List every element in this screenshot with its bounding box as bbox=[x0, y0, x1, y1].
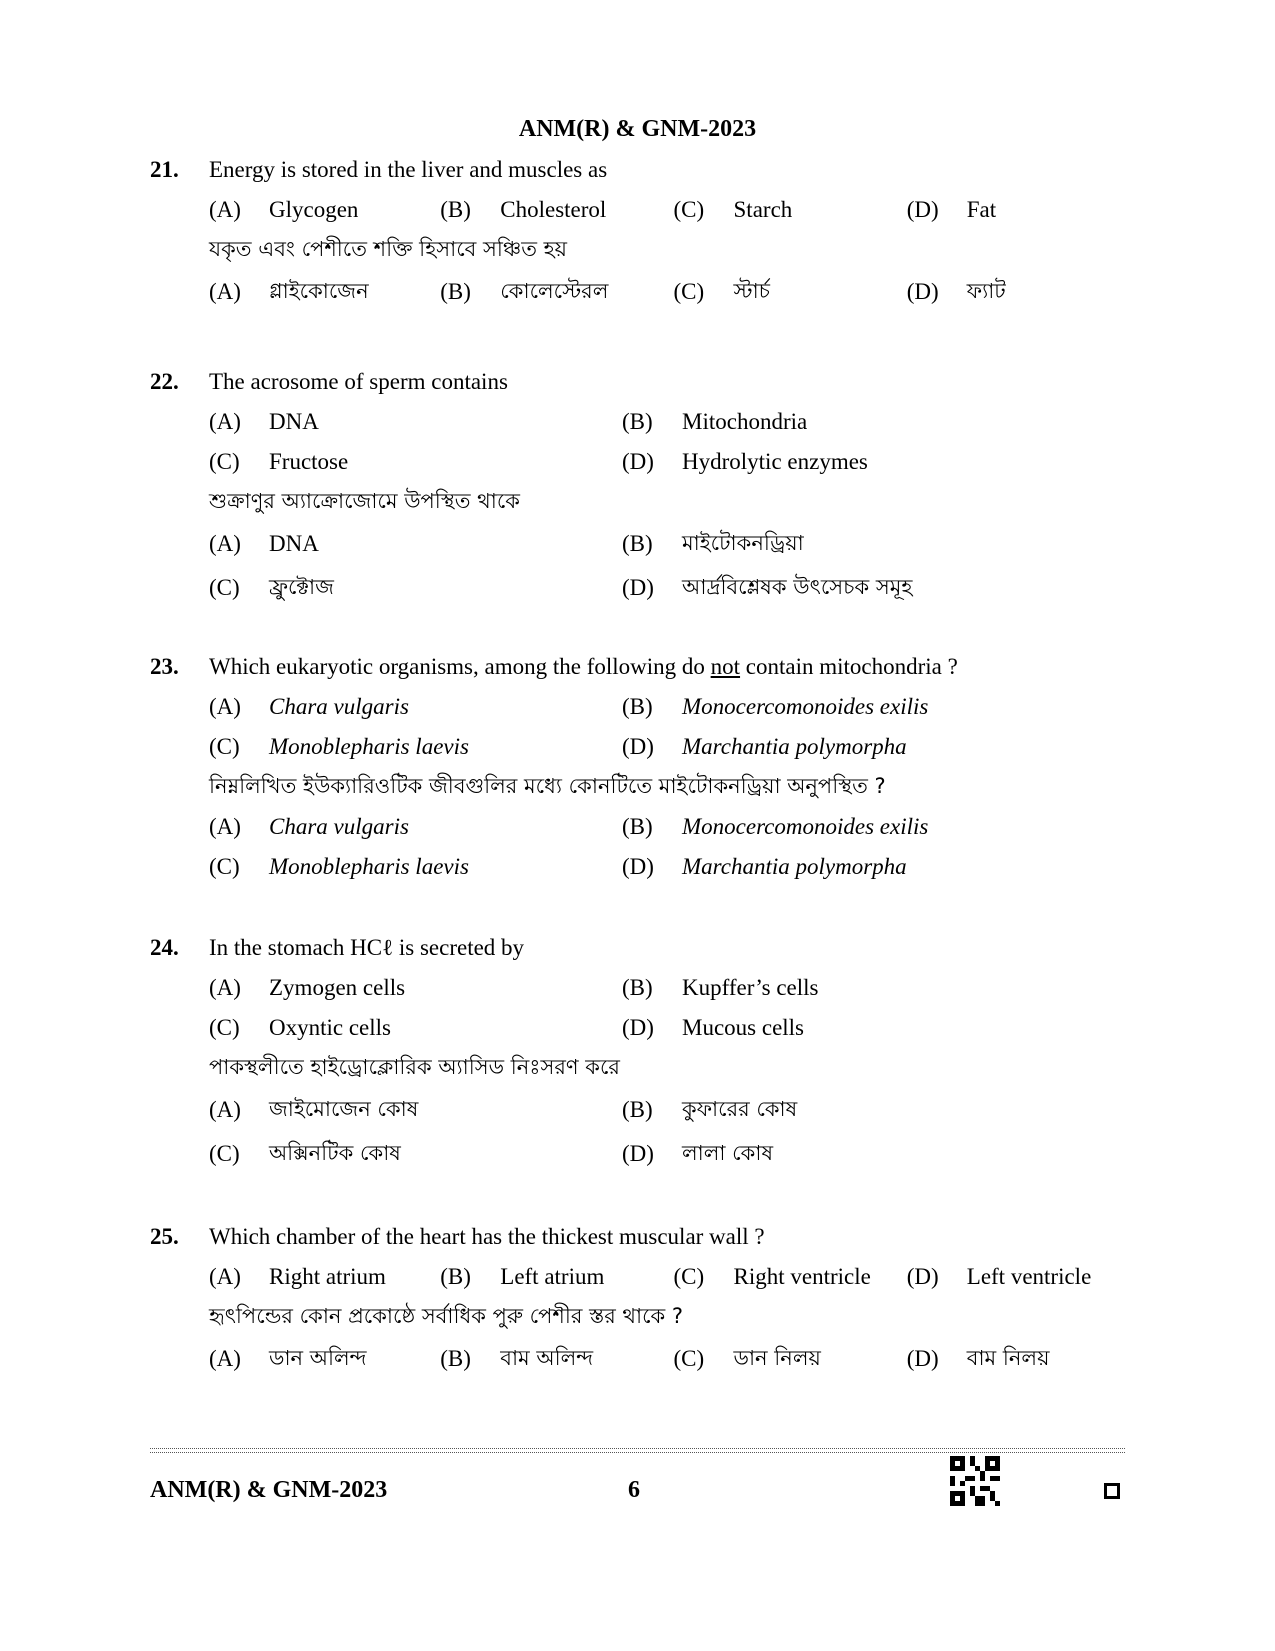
option-a[interactable] bbox=[209, 1264, 440, 1290]
stem-underlined-word: not bbox=[710, 654, 741, 679]
option-label: (C) bbox=[209, 449, 240, 474]
option-label: (A) bbox=[209, 279, 241, 304]
option-text: Starch bbox=[733, 197, 793, 222]
option-label: (A) bbox=[209, 1346, 241, 1371]
option-label: (D) bbox=[622, 734, 654, 759]
options-bn-row-1 bbox=[209, 807, 1140, 847]
options-en bbox=[209, 1257, 1140, 1297]
options-bn-row-1 bbox=[209, 1088, 1140, 1132]
option-d-bn[interactable] bbox=[907, 1342, 1140, 1377]
option-b-bn[interactable] bbox=[622, 814, 1035, 840]
option-d[interactable] bbox=[907, 1264, 1140, 1290]
option-text: Fructose bbox=[269, 449, 349, 474]
option-text: Monocercomonoides exilis bbox=[682, 694, 929, 719]
option-text: Fat bbox=[966, 197, 997, 222]
option-b-bn[interactable] bbox=[440, 1342, 673, 1377]
option-text: আর্দ্রবিশ্লেষক উৎসেচক সমূহ bbox=[682, 574, 913, 599]
option-label: (B) bbox=[622, 409, 653, 434]
option-text: Monocercomonoides exilis bbox=[682, 814, 929, 839]
page-header-title: ANM(R) & GNM-2023 bbox=[518, 116, 757, 142]
option-label: (B) bbox=[622, 814, 653, 839]
options-bn-row-2 bbox=[209, 847, 1140, 887]
option-label: (A) bbox=[209, 694, 241, 719]
question-stem-bn: নিম্নলিখিত ইউক্যারিওটিক জীবগুলির মধ্যে কোনটিতে মাইটোকনড্রিয়া অনুপস্থিত ? bbox=[209, 773, 886, 798]
option-c[interactable] bbox=[674, 197, 907, 223]
option-text: Marchantia polymorpha bbox=[682, 854, 907, 879]
options-en-row-1 bbox=[209, 968, 1140, 1008]
option-c[interactable] bbox=[209, 734, 622, 760]
option-b-bn[interactable] bbox=[622, 1093, 1035, 1128]
option-label: (C) bbox=[673, 197, 705, 222]
question-number: 22. bbox=[150, 369, 179, 394]
question-number: 25. bbox=[150, 1224, 179, 1249]
option-text: কুফারের কোষ bbox=[682, 1096, 798, 1121]
option-d[interactable] bbox=[907, 197, 1140, 223]
option-label: (C) bbox=[673, 279, 705, 304]
option-c-bn[interactable] bbox=[209, 571, 622, 606]
question-stem-en: Which chamber of the heart has the thickest muscular wall ? bbox=[209, 1224, 765, 1249]
option-text: Hydrolytic enzymes bbox=[682, 449, 868, 474]
option-d[interactable] bbox=[622, 449, 1035, 475]
option-text: ডান নিলয় bbox=[733, 1345, 821, 1370]
option-label: (D) bbox=[622, 575, 654, 600]
option-a-bn[interactable] bbox=[209, 1093, 622, 1128]
option-text: Cholesterol bbox=[500, 197, 607, 222]
option-b[interactable] bbox=[622, 975, 1035, 1001]
option-b[interactable] bbox=[440, 197, 673, 223]
option-label: (D) bbox=[906, 197, 939, 222]
option-a-bn[interactable] bbox=[209, 814, 622, 840]
option-label: (B) bbox=[622, 694, 653, 719]
option-text: DNA bbox=[269, 409, 319, 434]
option-d-bn[interactable] bbox=[622, 1137, 1035, 1172]
option-label: (C) bbox=[209, 1141, 240, 1166]
option-label: (D) bbox=[622, 854, 654, 879]
question-25 bbox=[150, 1217, 1140, 1381]
option-a[interactable] bbox=[209, 694, 622, 720]
option-label: (C) bbox=[209, 575, 240, 600]
option-label: (B) bbox=[440, 197, 471, 222]
option-label: (B) bbox=[440, 1346, 471, 1371]
option-label: (B) bbox=[440, 1264, 471, 1289]
option-label: (D) bbox=[622, 449, 654, 474]
option-text: মাইটোকনড্রিয়া bbox=[682, 530, 804, 555]
option-label: (C) bbox=[209, 734, 240, 759]
option-text: Marchantia polymorpha bbox=[682, 734, 907, 759]
square-mark-icon bbox=[1104, 1483, 1120, 1499]
option-a[interactable] bbox=[209, 409, 622, 435]
options-en bbox=[209, 190, 1140, 230]
option-b-bn[interactable] bbox=[440, 275, 673, 310]
confidential-divider bbox=[150, 1448, 1125, 1453]
options-bn bbox=[209, 270, 1140, 314]
option-text: Monoblepharis laevis bbox=[269, 734, 469, 759]
option-label: (B) bbox=[622, 975, 653, 1000]
option-text: স্টার্চ bbox=[733, 278, 770, 303]
options-bn bbox=[209, 1337, 1140, 1381]
option-d[interactable] bbox=[622, 734, 1035, 760]
option-c-bn[interactable] bbox=[209, 854, 622, 880]
option-text: ফ্রুক্টোজ bbox=[269, 574, 334, 599]
option-text: গ্লাইকোজেন bbox=[269, 278, 369, 303]
option-label: (D) bbox=[906, 279, 939, 304]
option-text: Left atrium bbox=[500, 1264, 605, 1289]
option-label: (A) bbox=[209, 409, 241, 434]
option-a[interactable] bbox=[209, 197, 440, 223]
option-text: লালা কোষ bbox=[682, 1140, 774, 1165]
option-text: বাম অলিন্দ bbox=[500, 1345, 594, 1370]
option-text: Right ventricle bbox=[733, 1264, 871, 1289]
option-text: Oxyntic cells bbox=[269, 1015, 391, 1040]
option-label: (C) bbox=[673, 1346, 705, 1371]
option-label: (D) bbox=[622, 1141, 654, 1166]
option-label: (A) bbox=[209, 1264, 241, 1289]
question-number: 21. bbox=[150, 157, 179, 182]
question-stem-en: The acrosome of sperm contains bbox=[209, 369, 508, 394]
option-d-bn[interactable] bbox=[622, 854, 1035, 880]
option-label: (A) bbox=[209, 975, 241, 1000]
option-text: জাইমোজেন কোষ bbox=[269, 1096, 419, 1121]
option-label: (D) bbox=[906, 1346, 939, 1371]
option-label: (C) bbox=[673, 1264, 705, 1289]
option-label: (B) bbox=[622, 531, 653, 556]
option-a-bn[interactable] bbox=[209, 1342, 440, 1377]
option-text: বাম নিলয় bbox=[966, 1345, 1050, 1370]
option-b-bn[interactable] bbox=[622, 527, 1035, 562]
option-a-bn[interactable] bbox=[209, 531, 622, 557]
option-b[interactable] bbox=[622, 694, 1035, 720]
question-stem-en bbox=[209, 654, 1140, 680]
option-d-bn[interactable] bbox=[622, 571, 1035, 606]
option-text: অক্সিনটিক কোষ bbox=[269, 1140, 401, 1165]
option-text: Mitochondria bbox=[682, 409, 808, 434]
option-text: Right atrium bbox=[269, 1264, 386, 1289]
option-b[interactable] bbox=[440, 1264, 673, 1290]
question-stem-bn: শুক্রাণুর অ্যাক্রোজোমে উপস্থিত থাকে bbox=[209, 488, 520, 513]
option-a[interactable] bbox=[209, 975, 622, 1001]
stem-part: Which eukaryotic organisms, among the following do bbox=[209, 654, 711, 679]
stem-part: contain mitochondria ? bbox=[740, 654, 958, 679]
page-number: 6 bbox=[628, 1477, 640, 1503]
question-stem-bn: যকৃত এবং পেশীতে শক্তি হিসাবে সঞ্চিত হয় bbox=[209, 236, 568, 261]
options-en-row-1 bbox=[209, 402, 1140, 442]
option-label: (C) bbox=[209, 1015, 240, 1040]
question-23 bbox=[150, 647, 1140, 887]
question-stem-bn: পাকস্থলীতে হাইড্রোক্লোরিক অ্যাসিড নিঃসরণ করে bbox=[209, 1054, 620, 1079]
options-bn-row-2 bbox=[209, 566, 1140, 610]
question-stem-en: Energy is stored in the liver and muscles as bbox=[209, 157, 608, 182]
option-label: (B) bbox=[622, 1097, 653, 1122]
option-d-bn[interactable] bbox=[907, 275, 1140, 310]
option-text: Kupffer’s cells bbox=[682, 975, 819, 1000]
question-stem-en: In the stomach HCℓ is secreted by bbox=[209, 935, 525, 960]
question-21 bbox=[150, 150, 1140, 314]
options-en-row-2 bbox=[209, 727, 1140, 767]
question-22 bbox=[150, 362, 1140, 610]
option-a-bn[interactable] bbox=[209, 275, 440, 310]
option-text: Mucous cells bbox=[682, 1015, 805, 1040]
option-label: (A) bbox=[209, 814, 241, 839]
option-label: (D) bbox=[622, 1015, 654, 1040]
option-label: (C) bbox=[209, 854, 240, 879]
option-text: কোলেস্টেরল bbox=[500, 278, 609, 303]
options-en-row-1 bbox=[209, 687, 1140, 727]
option-text: Left ventricle bbox=[966, 1264, 1092, 1289]
option-text: ফ্যাট bbox=[966, 278, 1006, 303]
option-text: Monoblepharis laevis bbox=[269, 854, 469, 879]
option-label: (A) bbox=[209, 531, 241, 556]
options-en-row-2 bbox=[209, 1008, 1140, 1048]
option-c-bn[interactable] bbox=[674, 1342, 907, 1377]
option-text: Zymogen cells bbox=[269, 975, 406, 1000]
option-c[interactable] bbox=[674, 1264, 907, 1290]
question-number: 23. bbox=[150, 654, 179, 679]
option-text: DNA bbox=[269, 531, 319, 556]
option-d[interactable] bbox=[622, 1015, 1035, 1041]
options-en-row-2 bbox=[209, 442, 1140, 482]
option-label: (D) bbox=[906, 1264, 939, 1289]
question-24 bbox=[150, 928, 1140, 1176]
footer-exam-title: ANM(R) & GNM-2023 bbox=[150, 1477, 388, 1503]
option-text: ডান অলিন্দ bbox=[269, 1345, 367, 1370]
qr-code-icon bbox=[950, 1456, 1000, 1506]
option-c-bn[interactable] bbox=[674, 275, 907, 310]
options-bn-row-2 bbox=[209, 1132, 1140, 1176]
option-label: (B) bbox=[440, 279, 471, 304]
option-label: (A) bbox=[209, 197, 241, 222]
option-text: Glycogen bbox=[269, 197, 359, 222]
question-stem-bn: হৃৎপিন্ডের কোন প্রকোষ্ঠে সর্বাধিক পুরু পেশীর স্তর থাকে ? bbox=[209, 1303, 684, 1328]
option-text: Chara vulgaris bbox=[269, 814, 409, 839]
option-text: Chara vulgaris bbox=[269, 694, 409, 719]
option-b[interactable] bbox=[622, 409, 1035, 435]
option-label: (A) bbox=[209, 1097, 241, 1122]
option-c[interactable] bbox=[209, 449, 622, 475]
question-number: 24. bbox=[150, 935, 179, 960]
option-c[interactable] bbox=[209, 1015, 622, 1041]
options-bn-row-1 bbox=[209, 522, 1140, 566]
option-c-bn[interactable] bbox=[209, 1137, 622, 1172]
